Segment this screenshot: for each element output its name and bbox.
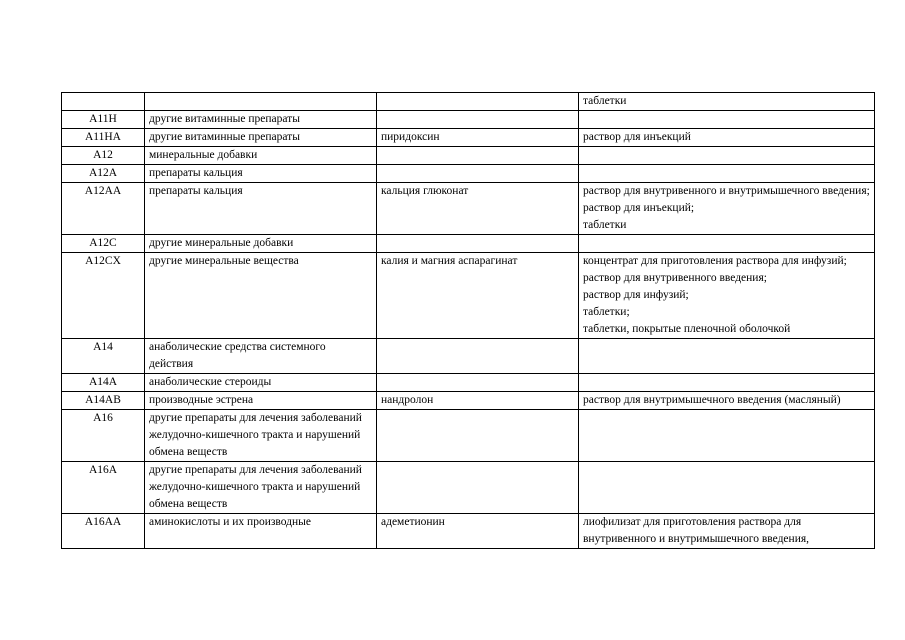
table-row [62,235,875,253]
substance-cell [377,235,579,253]
table-row [62,183,875,235]
group-name-cell: другие препараты для лечения заболеваний желудочно-кишечного тракта и нарушений обмена веществ [145,410,377,462]
table-row [62,93,875,111]
dosage-form-line: раствор для внутривенного введения; [583,272,767,284]
substance-cell [377,165,579,183]
atc-code-cell: A12AA [62,183,145,235]
group-name-cell: другие минеральные вещества [145,253,377,339]
substance-cell: калия и магния аспарагинат [377,253,579,339]
dosage-forms-cell [579,339,875,374]
atc-code-cell: A12A [62,165,145,183]
group-name-cell: препараты кальция [145,183,377,235]
group-name-cell: аминокислоты и их производные [145,514,377,549]
atc-code-cell: A14 [62,339,145,374]
group-name-cell: другие препараты для лечения заболеваний желудочно-кишечного тракта и нарушений обмена веществ [145,462,377,514]
table-row [62,253,875,339]
atc-code-cell: A14A [62,374,145,392]
atc-code-cell: A11HA [62,129,145,147]
dosage-forms-cell [579,183,875,235]
dosage-forms-cell [579,253,875,339]
atc-code-cell: A11H [62,111,145,129]
dosage-form-line: раствор для внутримышечного введения (масляный) [583,394,841,406]
table-row [62,129,875,147]
dosage-forms-cell [579,462,875,514]
group-name-cell: препараты кальция [145,165,377,183]
table-row [62,147,875,165]
group-name-cell: минеральные добавки [145,147,377,165]
table-body [62,93,875,549]
drug-classification-table [61,92,875,549]
table-row [62,410,875,462]
dosage-forms-cell [579,129,875,147]
table-row [62,392,875,410]
dosage-form-line: лиофилизат для приготовления раствора для внутривенного и внутримышечного введения, [583,516,810,545]
atc-code-cell [62,93,145,111]
group-name-cell [145,93,377,111]
group-name-cell: другие витаминные препараты [145,111,377,129]
substance-cell: кальция глюконат [377,183,579,235]
page-bottom-margin [0,596,905,640]
dosage-forms-cell [579,165,875,183]
group-name-cell: анаболические средства системного действия [145,339,377,374]
atc-code-cell: A12 [62,147,145,165]
table-row [62,339,875,374]
substance-cell: пиридоксин [377,129,579,147]
dosage-form-line: раствор для инъекций; [583,202,695,214]
table-row [62,111,875,129]
table-row [62,165,875,183]
dosage-form-line: концентрат для приготовления раствора для инфузий; [583,255,847,267]
substance-cell [377,147,579,165]
dosage-form-line: раствор для внутривенного и внутримышечного введения; [583,185,870,197]
atc-code-cell: A12C [62,235,145,253]
table-row [62,462,875,514]
dosage-form-line: раствор для инфузий; [583,289,689,301]
dosage-forms-cell [579,147,875,165]
group-name-cell: другие минеральные добавки [145,235,377,253]
substance-cell [377,374,579,392]
group-name-cell: производные эстрена [145,392,377,410]
dosage-form-line: таблетки, покрытые пленочной оболочкой [583,323,791,335]
substance-cell [377,339,579,374]
dosage-forms-cell [579,514,875,549]
dosage-forms-cell [579,392,875,410]
atc-code-cell: A14AB [62,392,145,410]
table-row [62,374,875,392]
substance-cell [377,410,579,462]
dosage-forms-cell [579,410,875,462]
dosage-forms-cell [579,374,875,392]
group-name-cell: анаболические стероиды [145,374,377,392]
dosage-forms-cell [579,235,875,253]
atc-code-cell: A12CX [62,253,145,339]
substance-cell [377,462,579,514]
dosage-form-line: раствор для инъекций [583,131,691,143]
atc-code-cell: A16AA [62,514,145,549]
table-row [62,514,875,549]
dosage-form-line: таблетки [583,219,627,231]
atc-code-cell: A16A [62,462,145,514]
dosage-forms-cell [579,93,875,111]
dosage-form-line: таблетки [583,95,627,107]
dosage-forms-cell [579,111,875,129]
substance-cell: адеметионин [377,514,579,549]
substance-cell [377,93,579,111]
substance-cell: нандролон [377,392,579,410]
substance-cell [377,111,579,129]
atc-code-cell: A16 [62,410,145,462]
group-name-cell: другие витаминные препараты [145,129,377,147]
dosage-form-line: таблетки; [583,306,630,318]
